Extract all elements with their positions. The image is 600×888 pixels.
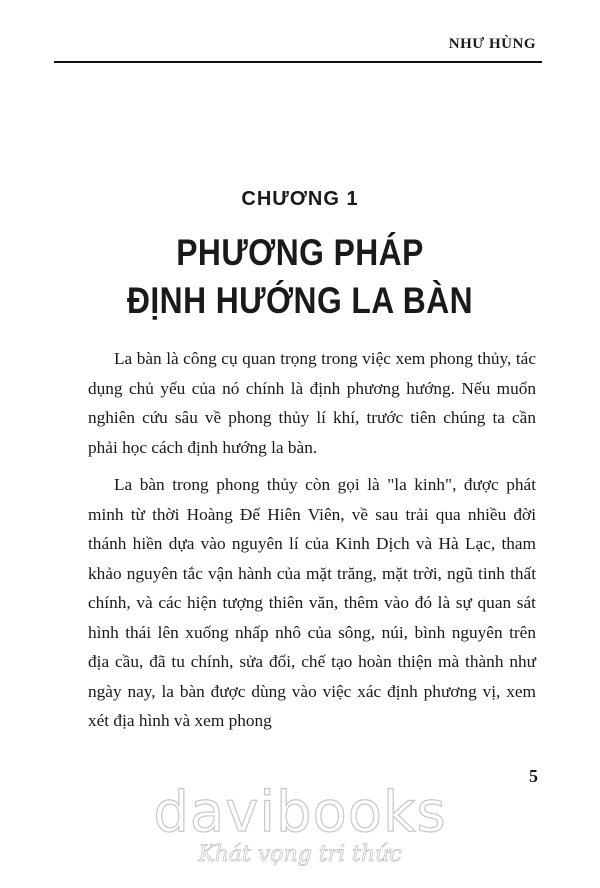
running-header: NHƯ HÙNG [448, 36, 536, 52]
chapter-title-line-2: ĐỊNH HƯỚNG LA BÀN [126, 280, 474, 321]
watermark-tagline: Khát vọng tri thức [198, 842, 402, 867]
header-rule [54, 61, 542, 63]
chapter-title-line-1: PHƯƠNG PHÁP [176, 232, 424, 273]
body-text [88, 344, 536, 744]
page-number: 5 [529, 766, 538, 786]
paragraph-1: La bàn là công cụ quan trọng trong việc xem phong thủy, tác dụng chủ yếu của nó chính là định phương hướng. Nếu muốn nghiên cứu sâu về phong thủy lí khí, trước tiên chúng ta cần phải học cách định hướng la bàn. [88, 349, 536, 457]
watermark-logo: davibooks [153, 780, 447, 845]
chapter-number: CHƯƠNG 1 [241, 188, 359, 210]
paragraph-2: La bàn trong phong thủy còn gọi là "la kinh", được phát minh từ thời Hoàng Đế Hiên Viên, về sau trải qua nhiều đời thánh hiền dựa vào nguyên lí của Kinh Dịch và Hà Lạc, tham khảo nguyên tắc vận hành của mặt trăng, mặt trời, ngũ tinh thất chính, và các hiện tượng thiên văn, thêm vào đó là sự quan sát hình thái lên xuống nhấp nhô của sông, núi, bình nguyên trên địa cầu, đã tu chính, sửa đổi, chế tạo hoàn thiện mà thành như ngày nay, la bàn được dùng vào việc xác định phương vị, xem xét địa hình và xem phong [88, 475, 536, 730]
